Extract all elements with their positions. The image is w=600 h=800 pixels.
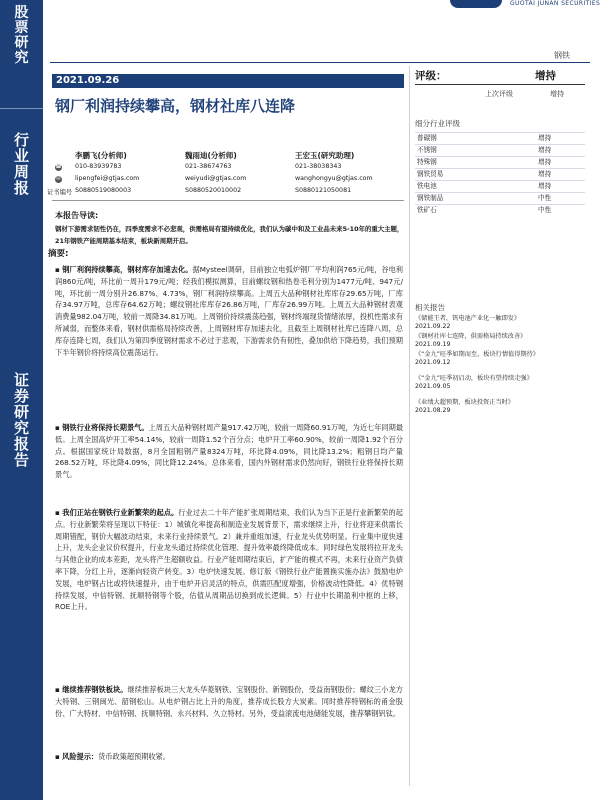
related-report-title[interactable]: 《钢材社库七连降，供需格局持续改善》 (415, 333, 527, 340)
rating-value: 增持 (535, 70, 556, 82)
paragraph-heading: 钢铁行业将保持长期景气。 (62, 423, 149, 432)
related-report-title[interactable]: 《业绩大超预期，板块投资正当时》 (415, 399, 514, 406)
subindustry-name: 铁电池 (417, 182, 437, 190)
subindustry-rating: 增持 (538, 170, 552, 178)
related-report[interactable] (415, 333, 585, 349)
author-email[interactable]: wanghongyu@gtjas.com (295, 175, 373, 182)
rating-label: 评级： (415, 70, 447, 82)
author-name: 王宏玉(研究助理) (295, 151, 355, 160)
author-email[interactable]: weiyudi@gtjas.com (185, 175, 247, 182)
summary-paragraph: ▪ 我们正站在钢铁行业新繁荣的起点。行业过去二十年产能扩张周期结束，我们认为当下正是行业新繁荣的起点。行业新繁荣将呈现以下特征：1）城镇化率提高和制造业发展背景下，需求继续上升，行业将迎来供需长周期错配，钢价大幅波动结束，未来行业持续景气。2）兼并重组加速，行业龙头优势明显。行业集中度快速上升，龙头企业议价权提升，行业龙头通过持续优化管理、提升效率最终降低成本。同时绿色发展将拉开龙头与其他企业的成本差距，龙头将产生超额收益。行业产能周期结束后，扩产能的模式不再，未来行业资产负债率下降，分红上升，逐渐向轻资产转变。3）电炉快速发展。修订版《钢铁行业产能置换实施办法》鼓励电炉发展，电炉钢占比或将快速提升，由于电炉开启灵活的特点，供需匹配度增强，价格波动性降低。4）优特钢持续发展，中信特钢、抚顺特钢等个股，估值从周期品切换到成长逻辑。5）行业中长期盈利中枢的上移，ROE上升。 (55, 508, 403, 612)
related-report-date: 2021.09.05 (415, 383, 451, 390)
related-report[interactable] (415, 351, 585, 367)
logo-english-name: GUOTAI JUNAN SECURITIES (510, 0, 600, 7)
column-divider (409, 66, 410, 786)
paragraph-text: 据Mysteel调研，目前独立电弧炉钢厂平均利润765元/吨，谷电利润860元/吨，环比前一周升179元/吨；经我们模拟测算，目前螺纹钢和热卷毛利分别为1477元/吨、947元/吨，环比前一周分别升26.87%、4.73%，钢厂利润持续攀高。上周五大品种钢材社库库存29.65万吨，厂库存34.97万吨，总库存64.62万吨；螺纹钢社库库存26.86万吨，厂库存26.99万吨。上周五大品种钢材表观消费量982.04万吨，较前一周降34.81万吨。上周钢价持续震荡趋强，钢材终端现货情绪浓厚，投机性需求有所减弱，而整体来看，钢材供需格局持续改善，上周钢材库存加速去化，且截至上周钢材社库已连降八周，总库存连降七周，我们认为第四季度钢材需求不必过于悲观，下游需求仍有韧性，叠加供给下降趋势，我们预期下半年钢价将持续高位震荡运行。 (55, 265, 403, 357)
subindustry-rating: 增持 (538, 182, 552, 190)
subindustry-rating: 增持 (538, 134, 552, 142)
cert-label: 证书编号 (47, 189, 73, 196)
author-cert: S0880520010002 (185, 187, 242, 194)
summary-paragraph: ▪ 风险提示：货币政策超预期收紧。 (55, 752, 170, 761)
paragraph-heading: 风险提示： (62, 752, 99, 761)
subindustry-row (415, 204, 585, 216)
paragraph-text: 行业过去二十年产能扩张周期结束，我们认为当下正是行业新繁荣的起点。行业新繁荣将呈现以下特征：1）城镇化率提高和制造业发展背景下，需求继续上升，行业将迎来供需长周期错配，钢价大幅波动结束，未来行业持续景气。2）兼并重组加速，行业龙头优势明显。行业集中度快速上升，龙头企业议价权提升，行业龙头通过持续优化管理、提升效率最终降低成本。同时绿色发展将拉开龙头与其他企业的成本差距，龙头将产生超额收益。行业产能周期结束后，扩产能的模式不再，未来行业资产负债率下降，分红上升，逐渐向轻资产转变。3）电炉快速发展。修订版《钢铁行业产能置换实施办法》鼓励电炉发展，电炉钢占比或将快速提升，由于电炉开启灵活的特点，供需匹配度增强，价格波动性降低。4）优特钢持续发展，中信特钢、抚顺特钢等个股，估值从周期品切换到成长逻辑。5）行业中长期盈利中枢的上移，ROE上升。 (55, 508, 403, 612)
related-report-date: 2021.09.22 (415, 323, 451, 330)
previous-rating-label: 上次评级 (485, 90, 513, 98)
paragraph-heading: 钢厂利润持续攀高，钢材库存加速去化。 (62, 265, 193, 274)
report-date: 2021.09.26 (52, 74, 404, 88)
subindustry-row (415, 180, 585, 192)
subindustry-name: 钢铁制品 (417, 194, 444, 202)
author-name: 魏雨迪(分析师) (185, 151, 237, 160)
related-reports-title: 相关报告 (415, 303, 445, 312)
related-report[interactable] (415, 399, 585, 415)
subindustry-rating: 中性 (538, 194, 552, 202)
previous-rating-value: 增持 (550, 90, 564, 98)
paragraph-text: 上周五大品种钢材周产量917.42万吨，较前一周降60.91万吨，为近七年同期最低。上周全国高炉开工率54.14%，较前一周降1.52个百分点；电炉开工率60.90%，较前一周降1.92个百分点。根据国家统计局数据，8月全国粗钢产量8324万吨，环比降4.09%，同比降13.2%；粗钢日均产量268.52万吨，环比降4.09%，同比降12.24%。总体来看，国内外钢材需求仍然向好，钢铁行业将保持长期景气。 (55, 423, 404, 480)
summary-paragraph: ▪ 钢厂利润持续攀高，钢材库存加速去化。据Mysteel调研，目前独立电弧炉钢厂平均利润765元/吨，谷电利润860元/吨，环比前一周升179元/吨；经我们模拟测算，目前螺纹钢和热卷毛利分别为1477元/吨、947元/吨，环比前一周分别升26.87%、4.73%，钢厂利润持续攀高。上周五大品种钢材社库库存29.65万吨，厂库存34.97万吨，总库存64.62万吨；螺纹钢社库库存26.86万吨，厂库存26.99万吨。上周五大品种钢材表观消费量982.04万吨，较前一周降34.81万吨。上周钢价持续震荡趋强，钢材终端现货情绪浓厚，投机性需求有所减弱，而整体来看，钢材供需格局持续改善，上周钢材库存加速去化，且截至上周钢材社库已连降八周，总库存连降七周，我们认为第四季度钢材需求不必过于悲观，下游需求仍有韧性，叠加供给下降趋势，我们预期下半年钢价将持续高位震荡运行。 (55, 265, 403, 357)
paragraph-text: 货币政策超预期收紧。 (98, 752, 170, 761)
subindustry-row (415, 144, 585, 156)
paragraph-heading: 我们正站在钢铁行业新繁荣的起点。 (62, 508, 179, 517)
paragraph-text: 继续推荐板块三大龙头华菱钢铁、宝钢股份、新钢股份，受益南钢股份；螺纹三小龙方大特钢、三钢闽光、韶钢松山。从电炉钢占比上升的角度，推荐成长股方大炭素。同时推荐特钢标的甬金股份、广大特材、中信特钢、抚顺特钢、永兴材料、久立特材。另外，受益滚流电池储能发展，推荐攀钢钒钛。 (55, 685, 403, 718)
summary-paragraph: ▪ 继续推荐钢铁板块。继续推荐板块三大龙头华菱钢铁、宝钢股份、新钢股份，受益南钢股份；螺纹三小龙方大特钢、三钢闽光、韶钢松山。从电炉钢占比上升的角度，推荐成长股方大炭素。同时推荐特钢标的甬金股份、广大特材、中信特钢、抚顺特钢、永兴材料、久立特材。另外，受益滚流电池储能发展，推荐攀钢钒钛。 (55, 685, 403, 718)
phone-icon: ☎ (55, 164, 62, 170)
subindustry-name: 普碳钢 (417, 134, 437, 142)
related-report[interactable] (415, 315, 585, 331)
subindustry-row (415, 168, 585, 180)
author-phone: 010-83939783 (75, 163, 122, 170)
sidebar-bottom-label: 证 券 研 究 报 告 (13, 371, 29, 469)
related-report-title[interactable]: 《储能王者，钒电池产业化一触即发》 (415, 315, 521, 322)
related-report-date: 2021.08.29 (415, 407, 451, 414)
subindustry-rating: 增持 (538, 158, 552, 166)
author-phone: 021-38674763 (185, 163, 232, 170)
logo-icon (450, 0, 502, 8)
guide-text: 钢材下游需求韧性仍在，四季度需求不必悲观，供需格局有望持续优化，我们认为碳中和及工业品未来5-10年的重大主题，21年钢铁产能周期基本结束，板块新周期开启。 (55, 225, 404, 245)
summary-paragraph: ▪ 钢铁行业将保持长期景气。上周五大品种钢材周产量917.42万吨，较前一周降60.91万吨，为近七年同期最低。上周全国高炉开工率54.14%，较前一周降1.52个百分点；电炉开工率60.90%，较前一周降1.92个百分点。根据国家统计局数据，8月全国粗钢产量8324万吨，环比降4.09%，同比降13.2%；粗钢日均产量268.52万吨，环比降4.09%，同比降12.24%。总体来看，国内外钢材需求仍然向好，钢铁行业将保持长期景气。 (55, 423, 404, 480)
subindustry-rating: 增持 (538, 146, 552, 154)
related-report-title[interactable]: 《“金九”旺季如期而至，板块行情值得期待》 (415, 351, 539, 358)
authors-divider (52, 200, 404, 201)
subindustry-rating: 中性 (538, 206, 552, 214)
sidebar-mid-label: 行 业 周 报 (13, 131, 29, 197)
header-divider (50, 62, 590, 63)
related-report[interactable] (415, 375, 585, 391)
subindustry-row (415, 156, 585, 168)
author-email[interactable]: lipengfei@gtjas.com (75, 175, 140, 182)
author-phone: 021-38038343 (295, 163, 342, 170)
company-logo (450, 0, 600, 12)
subindustry-name: 特殊钢 (417, 158, 437, 166)
subindustry-name: 不锈钢 (417, 146, 437, 154)
subindustry-title: 细分行业评级 (415, 119, 460, 128)
author-cert: S0880121050081 (295, 187, 352, 194)
subindustry-row (415, 192, 585, 204)
sidebar-top-label: 股 票 研 究 (14, 5, 29, 66)
summary-title: 摘要: (48, 249, 69, 259)
sidebar-divider (0, 108, 43, 109)
related-report-date: 2021.09.19 (415, 341, 451, 348)
email-icon: ✉ (56, 176, 61, 182)
guide-title: 本报告导读: (55, 211, 99, 220)
author-name: 李鹏飞(分析师) (75, 151, 127, 160)
report-title: 钢厂利润持续攀高，钢材社库八连降 (55, 97, 296, 115)
rating-divider (415, 84, 585, 85)
related-report-date: 2021.09.12 (415, 359, 451, 366)
subindustry-name: 钢铁贸易 (417, 170, 444, 178)
sector-label: 钢铁 (554, 51, 570, 60)
related-report-title[interactable]: 《“金九”旺季初启动，板块有望持续走强》 (415, 375, 533, 382)
paragraph-heading: 继续推荐钢铁板块。 (62, 685, 128, 694)
subindustry-name: 铁矿石 (417, 206, 437, 214)
subindustry-row (415, 132, 585, 144)
sidebar (0, 0, 43, 800)
author-cert: S0880519080003 (75, 187, 132, 194)
